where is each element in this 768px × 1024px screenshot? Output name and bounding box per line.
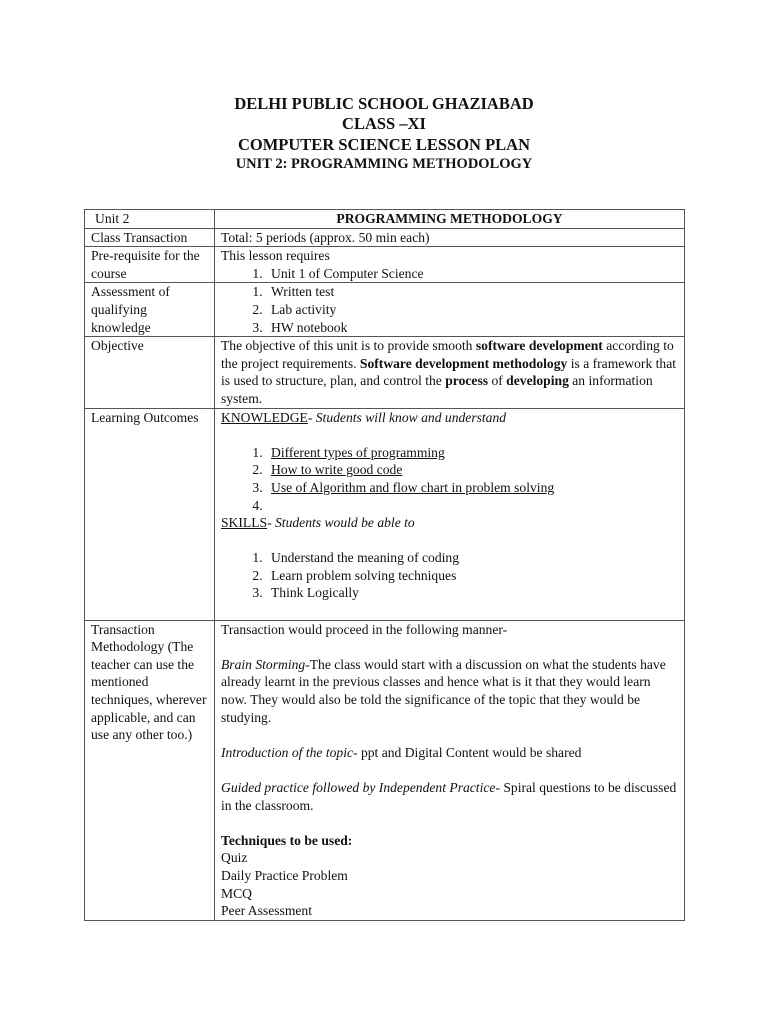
lesson-plan-title: COMPUTER SCIENCE LESSON PLAN	[237, 135, 530, 154]
guided-practice: Guided practice followed by Independent Practice- Spiral questions to be discussed in the classroom.	[221, 780, 677, 813]
technique-item: Daily Practice Problem	[221, 867, 348, 883]
list-item: 3. Think Logically	[266, 584, 678, 602]
list-item: 1. Written test	[266, 283, 678, 301]
objective-label: Objective	[85, 337, 215, 408]
unit-title: UNIT 2: PROGRAMMING METHODOLOGY	[235, 156, 533, 172]
lesson-plan-table	[84, 209, 685, 921]
prereq-intro: This lesson requires	[221, 248, 330, 264]
outcomes-label: Learning Outcomes	[85, 408, 215, 620]
prereq-cell	[215, 247, 685, 283]
table-row	[85, 337, 685, 408]
topic-introduction: Introduction of the topic- ppt and Digital Content would be shared	[221, 744, 582, 760]
list-item: 1. Different types of programming	[266, 444, 678, 462]
brain-storming: Brain Storming-The class would start with a discussion on what the students have already learnt in the previous classes and hence what is it that they would learn now. They would also be told the significance of the topic that they would be studying.	[221, 656, 666, 725]
assessment-cell	[215, 283, 685, 337]
knowledge-list	[221, 444, 678, 514]
technique-item: Peer Assessment	[221, 903, 312, 919]
table-row	[85, 228, 685, 247]
techniques-heading: Techniques to be used:	[221, 832, 353, 848]
school-name: DELHI PUBLIC SCHOOL GHAZIABAD	[234, 94, 534, 113]
skills-list	[221, 549, 678, 602]
unit-label: Unit 2	[85, 210, 215, 229]
methodology-intro: Transaction would proceed in the following manner-	[221, 621, 508, 637]
assessment-list	[221, 283, 678, 336]
unit-heading: PROGRAMMING METHODOLOGY	[215, 210, 685, 229]
list-item: 2. Lab activity	[266, 301, 678, 319]
methodology-cell	[215, 620, 685, 920]
list-item: 1. Understand the meaning of coding	[266, 549, 678, 567]
assessment-label: Assessment of qualifying knowledge	[85, 283, 215, 337]
list-item: 3. Use of Algorithm and flow chart in problem solving	[266, 479, 678, 497]
prereq-list	[221, 265, 678, 283]
table-row	[85, 210, 685, 229]
list-item: 3. HW notebook	[266, 319, 678, 337]
list-item: 1. Unit 1 of Computer Science	[266, 265, 678, 283]
list-item: 2. How to write good code	[266, 461, 678, 479]
transaction-value: Total: 5 periods (approx. 50 min each)	[215, 228, 685, 247]
list-item	[266, 497, 678, 515]
technique-item: Quiz	[221, 850, 248, 866]
knowledge-heading: KNOWLEDGE- Students will know and understand	[221, 409, 507, 425]
table-row	[85, 247, 685, 283]
skills-heading: SKILLS- Students would be able to	[221, 515, 415, 531]
table-row	[85, 408, 685, 620]
objective-text: The objective of this unit is to provide smooth software development according to the project requirements. Software development methodology is a framework that is used to structure, plan, and control the process of developing an information system.	[215, 337, 685, 408]
class-title: CLASS –XI	[342, 114, 426, 133]
transaction-label: Class Transaction	[85, 228, 215, 247]
prereq-label: Pre-requisite for the course	[85, 247, 215, 283]
outcomes-cell	[215, 408, 685, 620]
table-row	[85, 620, 685, 920]
methodology-label: Transaction Methodology (The teacher can use the mentioned techniques, wherever applicable, and can use any other too.)	[85, 620, 215, 920]
technique-item: MCQ	[221, 885, 252, 901]
list-item: 2. Learn problem solving techniques	[266, 567, 678, 585]
table-row	[85, 283, 685, 337]
